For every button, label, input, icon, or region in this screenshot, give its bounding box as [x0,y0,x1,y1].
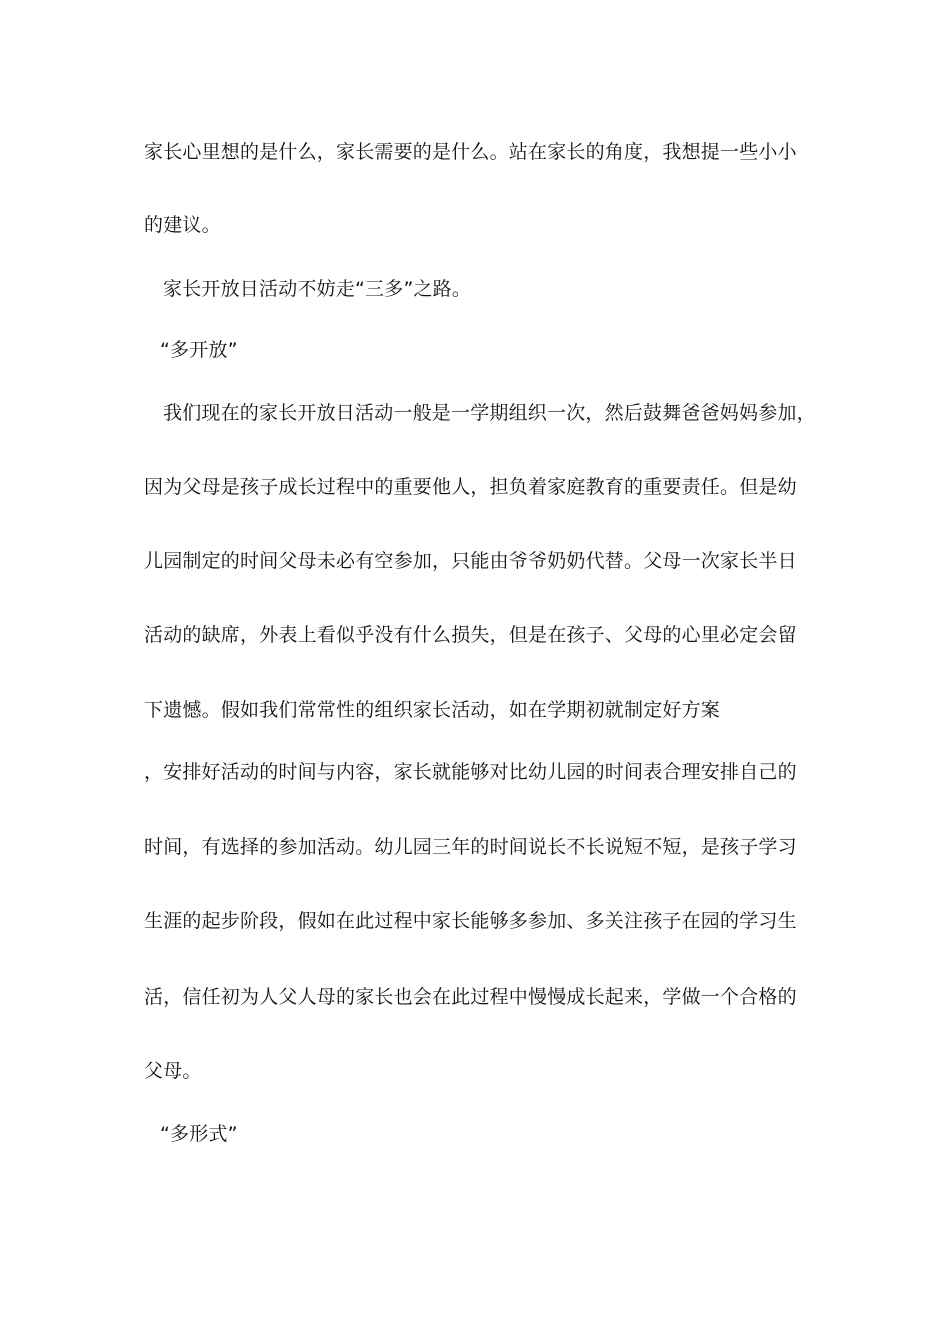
paragraph-line: 下遗憾。假如我们常常性的组织家长活动，如在学期初就制定好方案 [144,699,721,721]
paragraph-line: 活动的缺席，外表上看似乎没有什么损失，但是在孩子、父母的心里必定会留 [144,624,797,646]
paragraph-line: 家长心里想的是什么，家长需要的是什么。站在家长的角度，我想提一些小小 [144,141,797,163]
paragraph-line: 生涯的起步阶段，假如在此过程中家长能够多参加、多关注孩子在园的学习生 [144,910,797,932]
paragraph-line: 活，信任初为人父人母的家长也会在此过程中慢慢成长起来，学做一个合格的 [144,986,797,1008]
paragraph-line: 的建议。 [144,214,221,236]
section-heading: “多形式” [160,1123,238,1145]
paragraph-line: 时间，有选择的参加活动。幼儿园三年的时间说长不长说短不短，是孩子学习 [144,836,797,858]
paragraph-line: 父母。 [144,1060,202,1082]
paragraph-line: 儿园制定的时间父母未必有空参加，只能由爷爷奶奶代替。父母一次家长半日 [144,550,797,572]
paragraph-line: ，安排好活动的时间与内容，家长就能够对比幼儿园的时间表合理安排自己的 [144,761,797,783]
paragraph-line: 家长开放日活动不妨走“三多”之路。 [163,278,472,300]
paragraph-line: 因为父母是孩子成长过程中的重要他人，担负着家庭教育的重要责任。但是幼 [144,476,797,498]
paragraph-line: 我们现在的家长开放日活动一般是一学期组织一次，然后鼓舞爸爸妈妈参加， [163,402,816,424]
section-heading: “多开放” [160,339,238,361]
